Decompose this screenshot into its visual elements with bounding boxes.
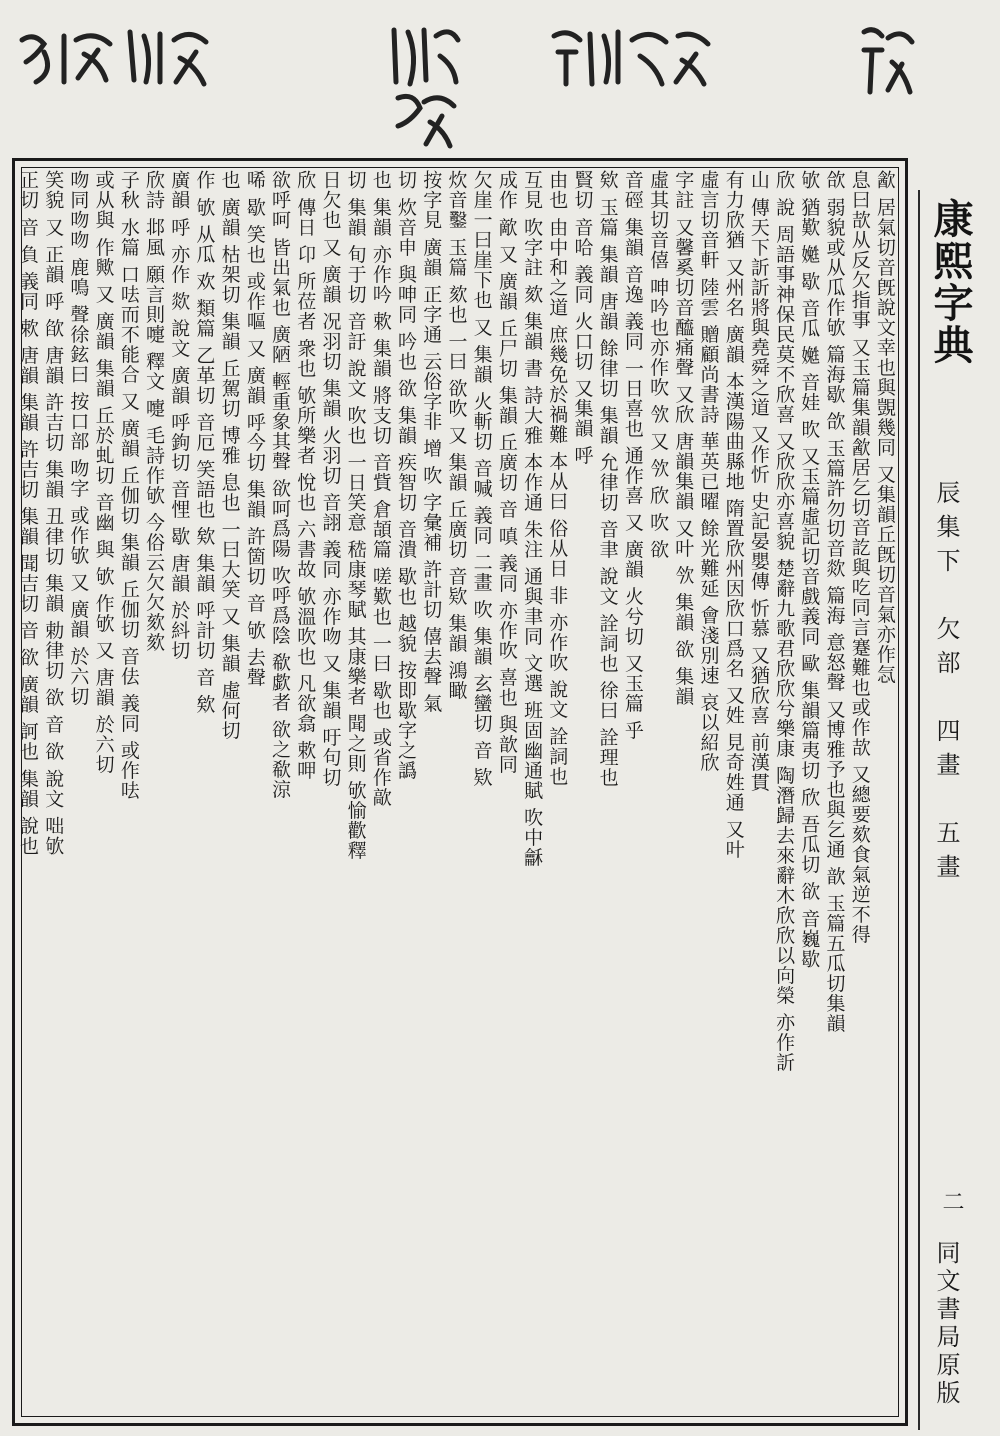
text-column: 日欠也 又 廣韻 况羽切 集韻 火羽切 音詡 義同 亦作吻 又 集韻 吁句切 <box>319 170 342 788</box>
text-column: 音硜 集韻 音逸 義同 一日喜也 通作喜 又 廣韻 火兮切 又玉篇 乎 <box>621 170 644 741</box>
text-column: 字註 又馨奚切音醯痛聲 又欣 唐韻集韻 又叶 欦 集韻 欲 集韻 <box>672 170 695 707</box>
text-column: 欣 傳日 卬 所莅者 衆也 欨所樂者 悅也 六書故 欨溫吹也 凡欲翕 欶呷 <box>294 170 317 781</box>
text-column: 㱃 居氣切音旣說文幸也與覬幾同 又集韻丘旣切音氣亦作忥 <box>873 170 896 685</box>
text-column: 廣韻 呼 亦作 欻 說文 廣韻 呼鉤切 音悝 歇 唐韻 於紏切 <box>168 170 191 661</box>
running-header-rule <box>918 190 920 1430</box>
text-column: 欱 弱貌或从瓜作欨 篇海歇 欱 玉篇許勿切音欻 篇海 意怒聲 又博雅予也與乞通 歆 玉篇五瓜切集韻 <box>823 170 846 1034</box>
text-column: 吻同吻吻 鹿鳴 聲徐鉉曰 按口部 吻字 或作欨 又 廣韻 於六切 <box>67 170 90 707</box>
text-column: 息曰欯从反欠指事 又玉篇集韻㱃居乞切音訖與吃同言蹇難也或作欯 又總要欬食氣逆不得 <box>848 170 871 945</box>
text-column: 子秋 水篇 口呿而不能合 又 廣韻 丘伽切 集韻 丘伽切 音佉 義同 或作呿 <box>117 170 140 801</box>
running-header-publisher: 同文書局原版 <box>932 1240 960 1408</box>
text-column: 欨 猶歎 嬔 歇 音瓜 嬔 音娃 欥 又玉篇虛記切音戲義同 歐 集韻篇夷切 欣 吾瓜切 欲 音巍歇 <box>798 170 821 969</box>
text-column: 成作 歒 又 廣韻 丘尸切 集韻 丘廣切 音 嗔 義同 亦作吹 喜也 與歆同 <box>495 170 518 775</box>
text-column: 欣詩 邶風 願言則嚏 釋文 嚏 毛詩作欨 今俗云欠欠欬欬 <box>143 170 166 653</box>
seal-script-header <box>0 0 1000 160</box>
text-column: 切 集韻 旬于切 音訏 說文 吹也 一日笑意 嵇康琴賦 其康樂者 聞之則 欨愉歡釋 <box>344 170 367 861</box>
seal-glyph-5-image <box>856 22 916 102</box>
text-column: 欣 說 周語事神保民莫不欣喜 又欣欣亦喜貌 楚辭九歌君欣欣兮樂康 陶潛歸去來辭木欣欣以向榮 亦作訢 <box>773 170 796 1073</box>
text-column: 由也 由中和之道 庶幾免於禍難 本从曰 俗从日 非 亦作吹 說文 詮詞也 <box>546 170 569 787</box>
text-column: 欸 玉篇 集韻 唐韻 餘律切 集韻 允律切 音聿 說文 詮詞也 徐曰 詮理也 <box>596 170 619 788</box>
text-column: 也 廣韻 枯架切 集韻 丘駕切 博雅 息也 一曰大笑 又 集韻 虛何切 <box>218 170 241 741</box>
running-header-title: 康熙字典 <box>927 198 974 366</box>
seal-glyph-1-image <box>14 22 124 92</box>
text-column: 也 集韻 亦作吟 欶 集韻 將支切 音貲 倉頡篇 嗟歎也 一曰 歇也 或省作歊 <box>369 170 392 808</box>
text-column: 欲呼呵 皆出氣也 廣陋 輕重象其聲 欲呵爲陽 吹呼爲陰 欷歔者 欲之欷涼 <box>269 170 292 800</box>
dictionary-columns <box>18 170 894 1416</box>
seal-glyph-2-image <box>120 22 220 92</box>
text-column: 笑貌 又 正韻 呼 欿 唐韻 許吉切 集韻 丑律切 集韻 勅律切 欲 音 欲 說文 咄欨 <box>42 170 65 856</box>
text-column: 正切 音 負 義同 欶 唐韻 集韻 許吉切 集韻 聞吉切 音 欲 廣韻 訶也 集韻 說也 <box>17 170 39 856</box>
running-header-section: 辰集下 欠部 四畫 五畫 <box>932 480 960 888</box>
text-column: 欠崖一曰崖下也 又 集韻 火斬切 音喊 義同 二畫 吹 集韻 玄蠻切 音 欵 <box>470 170 493 788</box>
text-column: 賢切 音哈 義同 火口切 又集韻 呼 <box>571 170 594 466</box>
text-column: 山 傳天下訢訢將與堯舜之道 又作忻 史記晏嬰傳 忻慕 又猶欣喜 前漢貫 <box>747 170 770 793</box>
text-column: 唏 歇 笑也 或作嘔 又 廣韻 呼今切 集韻 許箇切 音 欨 去聲 <box>243 170 266 688</box>
seal-glyph-3-image <box>384 22 464 152</box>
text-column: 虛其切音僖 呻吟也亦作吹 欦 又 欦 欣 吹 欲 <box>647 170 670 560</box>
text-column: 有力欣猶 又州名 廣韻 本漢陽曲縣地 隋置欣州因欣口爲名 又姓 見奇姓通 又叶 <box>722 170 745 860</box>
text-column: 虛言切音軒 陸雲 贈顧尚書詩 華英已曜 餘光難延 會淺別速 哀以紹欣 <box>697 170 720 773</box>
text-column: 按字見 廣韻 正字通 云俗字非 增 吹 字彙補 許計切 僖去聲 氣 <box>420 170 443 714</box>
text-column: 炊音鑿 玉篇 欬也 一曰 欲吹 又 集韻 丘廣切 音欵 集韻 鴻瞰 <box>445 170 468 701</box>
running-header-page-number: 二 <box>939 1190 964 1212</box>
text-column: 切 炊音申 與呻同 吟也 欲 集韻 疾智切 音潰 歇也 越貌 按即歇字之譌 <box>395 170 418 781</box>
text-column: 互見 吹字註 欬 集韻 書 詩大雅 本作通 朱注 通與聿同 文選 班固幽通賦 吹中龢 <box>521 170 544 868</box>
running-header <box>914 190 998 1430</box>
seal-glyph-4-image <box>546 22 716 92</box>
text-column: 或从與 作歟 又 廣韻 集韻 丘於虬切 音幽 與 欨 作欨 又 唐韻 於六切 <box>92 170 115 775</box>
text-column: 作 欨 从瓜 欢 類篇 乙革切 音厄 笑語也 欸 集韻 呼計切 音 欸 <box>193 170 216 715</box>
